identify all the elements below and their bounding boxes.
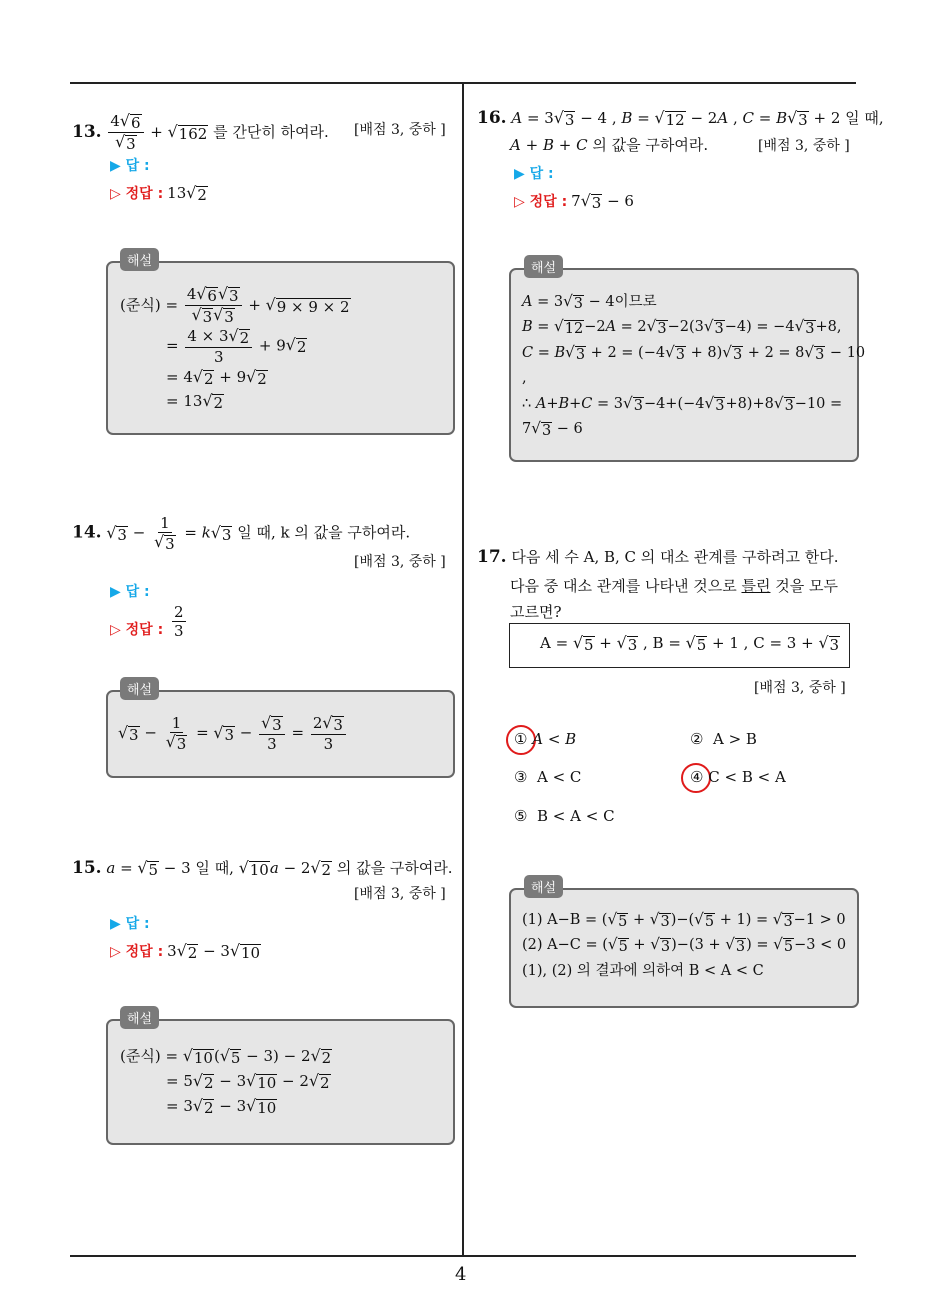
correct-answer (110, 942, 261, 962)
column-divider (462, 84, 464, 1256)
question-text: 일 때, (845, 109, 884, 127)
question-14: 14. √ 3 − 1 √ 3 = k √ 3 일 때, k 의 값을 구하여라. (72, 514, 411, 553)
score-label: [배점 3, 중하 ] (354, 122, 446, 138)
score-label: [배점 3, 중하 ] (354, 554, 446, 570)
question-text: 다음 중 대소 관계를 나타낸 것으로 (510, 576, 737, 595)
choice-3[interactable] (514, 768, 581, 787)
answer-label: ▶ 답 : (514, 166, 554, 182)
choice-text: A < C (537, 768, 582, 786)
choice-mark: ② (690, 730, 704, 748)
underlined-word: 틀린 (741, 576, 771, 595)
choice-mark: ④ (690, 768, 704, 786)
question-16: 16. A = 3 √ 3 − 4 , B = √ 12 − 2A , C = B √ 3 + 2 일 때, (477, 108, 884, 129)
choice-5[interactable] (514, 807, 615, 826)
choice-text: C < B < A (708, 768, 786, 786)
question-text: 다음 세 수 A, B, C 의 대소 관계를 구하려고 한다. (511, 548, 839, 566)
correct-answer (110, 603, 188, 640)
answer-label: ▶ 답 : (110, 584, 150, 600)
correct-label: ▷ 정답 : (110, 186, 164, 202)
solution-16: A = 3 √ 3 − 4이므로 B = √ 12 −2A = 2 √ 3 −2(3 √ 3 −4) = −4 √ 3 +8, C = B √ 3 + 2 = (−4 √ 3 + 8) √ 3 + 2 = 8 √ 3 − 10 , ∴ A+B+C = 3 √ 3 −4+(−4 √ 3 +8)+8 √ 3 −10 = 7 √ 3 − 6 (522, 292, 866, 439)
solution-tag: 해설 (120, 1006, 159, 1029)
solution-tag: 해설 (120, 677, 159, 700)
given-values: A = √ 5 + √ 3 , B = √ 5 + 1 , C = 3 + √ 3 (540, 633, 840, 654)
answer-label: ▶ 답 : (110, 158, 150, 174)
correct-label: ▷ 정답 : (110, 621, 164, 638)
page-number: 4 (455, 1264, 467, 1285)
question-13: 13. 4 √ 6 √ 3 + √ 162 를 간단히 하여라. (72, 111, 329, 154)
solution-prefix: (준식) = (120, 1047, 179, 1065)
solution-17: (1) A−B = ( √ 5 + √ 3 )−( √ 5 + 1) = √ 3 −1 > 0 (2) A−C = ( √ 5 + √ 3 )−(3 + √ 3 ) = √ 5 −3 < 0 (1), (2) 의 결과에 의하여 B < A < C (522, 908, 846, 984)
correct-value: $\frac{2}{3}$ (174, 603, 184, 640)
score-label: [배점 3, 중하 ] (754, 680, 846, 696)
solution-tag: 해설 (120, 248, 159, 271)
question-16-line2: A + B + C 의 값을 구하여라. (510, 136, 709, 154)
choice-text: A > B (713, 730, 757, 748)
question-number: 14. (72, 522, 102, 543)
question-text: 것을 모두 (775, 576, 838, 595)
question-text: 의 값을 구하여라. (592, 136, 709, 154)
correct-answer (110, 184, 208, 204)
choice-text: A < B (532, 730, 577, 748)
question-text: 의 값을 구하여라. (336, 859, 453, 877)
choice-1[interactable] (514, 730, 576, 749)
solution-tag: 해설 (524, 875, 563, 898)
correct-label: ▷ 정답 : (110, 944, 164, 960)
question-text: 고르면? (510, 603, 562, 621)
question-text: 를 간단히 하여라. (213, 122, 329, 141)
score-label: [배점 3, 중하 ] (354, 886, 446, 902)
question-number: 16. (477, 108, 507, 128)
correct-label: ▷ 정답 : (514, 194, 568, 210)
question-text: 일 때, k 의 값을 구하여라. (237, 523, 411, 542)
choice-text: B < A < C (537, 807, 615, 825)
solution-text: 이므로 (614, 294, 657, 310)
choice-2[interactable] (690, 730, 757, 749)
question-number: 15. (72, 858, 102, 878)
solution-tag: 해설 (524, 255, 563, 278)
question-15: 15. a = √ 5 − 3 일 때, √ 10 a − 2 √ 2 의 값을 구하여라. (72, 858, 453, 879)
solution-14: √ 3 − 1 √ 3 = √ 3 − √ 3 3 = 2 √ 3 3 (118, 714, 348, 753)
correct-value: 3 √ 2 − 3 √ 10 (167, 941, 261, 962)
solution-13: (준식) = 4 √ 6 √ 3 √ 3 √ 3 + √ 9 × 9 × 2 = 4 × 3 √ 2 3 + 9 √ 2 = 4 √ 2 + 9 √ 2 = 13 √ 2 (120, 284, 350, 412)
bottom-rule (70, 1255, 856, 1257)
question-number: 13. (72, 121, 102, 142)
choice-mark: ① (514, 730, 528, 748)
correct-answer (514, 192, 634, 212)
choice-4[interactable] (690, 768, 786, 787)
question-number: 17. (477, 547, 507, 567)
score-label: [배점 3, 중하 ] (758, 138, 850, 154)
solution-15: (준식) = √ 10 ( √ 5 − 3) − 2 √ 2 = 5 √ 2 − 3 √ 10 − 2 √ 2 = 3 √ 2 − 3 √ 10 (120, 1046, 332, 1117)
answer-label: ▶ 답 : (110, 916, 150, 932)
choice-mark: ⑤ (514, 807, 528, 825)
choice-mark: ③ (514, 768, 528, 786)
solution-text: (1), (2) 의 결과에 의하여 B < A < C (522, 962, 764, 979)
solution-text: , (522, 370, 527, 387)
correct-value: 7 √ 3 − 6 (571, 191, 634, 212)
question-17 (477, 543, 839, 625)
solution-prefix: (준식) = (120, 295, 179, 314)
correct-value: 13 √ 2 (167, 183, 207, 204)
